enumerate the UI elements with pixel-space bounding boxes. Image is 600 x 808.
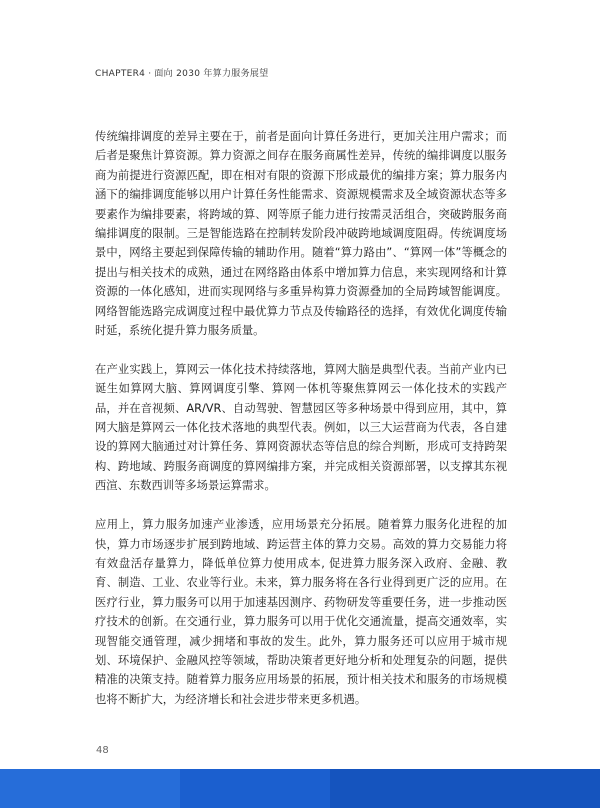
page-number: 48 — [96, 745, 109, 756]
paragraph-applications: 应用上，算力服务加速产业渗透，应用场景充分拓展。随着算力服务化进程的加快，算力市场逐步扩展到跨地域、跨运营主体的算力交易。高效的算力交易能力将有效盘活存量算力，降低单位算力使用成本, 促进算力服务深入政府、金融、教育、制造、工业、农业等行业。未来，算力服务将在各行业得到更广泛的应用。在医疗行业，算力服务可以用于加速基因测序、药物研发等重要任务，进一步推动医疗技术的创新。在交通行业，算力服务可以用于优化交通流量，提高交通效率，实现智能交通管理，减少拥堵和事故的发生。此外，算力服务还可以应用于城市规划、环境保护、金融风控等领域，帮助决策者更好地分析和处理复杂的问题，提供精准的决策支持。随着算力服务应用场景的拓展，预计相关技术和服务的市场规模也将不断扩大，为经济增长和社会进步带来更多机遇。 — [95, 518, 507, 706]
body-text — [95, 127, 507, 729]
footer-color-band — [0, 769, 600, 808]
chapter-title: 面向 2030 年算力服务展望 — [154, 69, 269, 79]
header-separator: · — [148, 69, 152, 79]
footer-stripe-dark — [330, 769, 600, 808]
page-header — [95, 66, 269, 79]
footer-stripe-light — [0, 769, 180, 808]
paragraph-scheduling: 传统编排调度的差异主要在于，前者是面向计算任务进行，更加关注用户需求；而后者是聚焦计算资源。算力资源之间存在服务商属性差异，传统的编排调度以服务商为前提进行资源匹配，即在相对有限的资源下形成最优的编排方案；算力服务内涵下的编排调度能够以用户计算任务性能需求、资源规模需求及全域资源状态等多要素作为编排要素，将跨域的算、网等原子能力进行按需灵活组合，突破跨服务商编排调度的限制。三是智能选路在控制转发阶段冲破跨地域调度阻碍。传统调度场景中，网络主要起到保障传输的辅助作用。随着“算力路由”、“算网一体”等概念的提出与相关技术的成熟，通过在网络路由体系中增加算力信息，来实现网络和计算资源的一体化感知，进而实现网络与多重异构算力资源叠加的全局跨域智能调度。网络智能选路完成调度过程中最优算力节点及传输路径的选择，有效优化调度传输时延，系统化提升算力服务质量。 — [95, 130, 507, 338]
paragraph-industry-practice: 在产业实践上，算网云一体化技术持续落地，算网大脑是典型代表。当前产业内已诞生如算网大脑、算网调度引擎、算网一体机等聚焦算网云一体化技术的实践产品，并在音视频、AR/VR、自动驾驶、智慧园区等多种场景中得到应用，其中，算网大脑是算网云一体化技术落地的典型代表。例如，以三大运营商为代表，各自建设的算网大脑通过对计算任务、算网资源状态等信息的综合判断，形成可支持跨架构、跨地域、跨服务商调度的算网编排方案，并完成相关资源部署，以支撑其东视西渲、东数西训等多场景运算需求。 — [95, 362, 507, 493]
chapter-label: CHAPTER4 — [95, 69, 146, 79]
